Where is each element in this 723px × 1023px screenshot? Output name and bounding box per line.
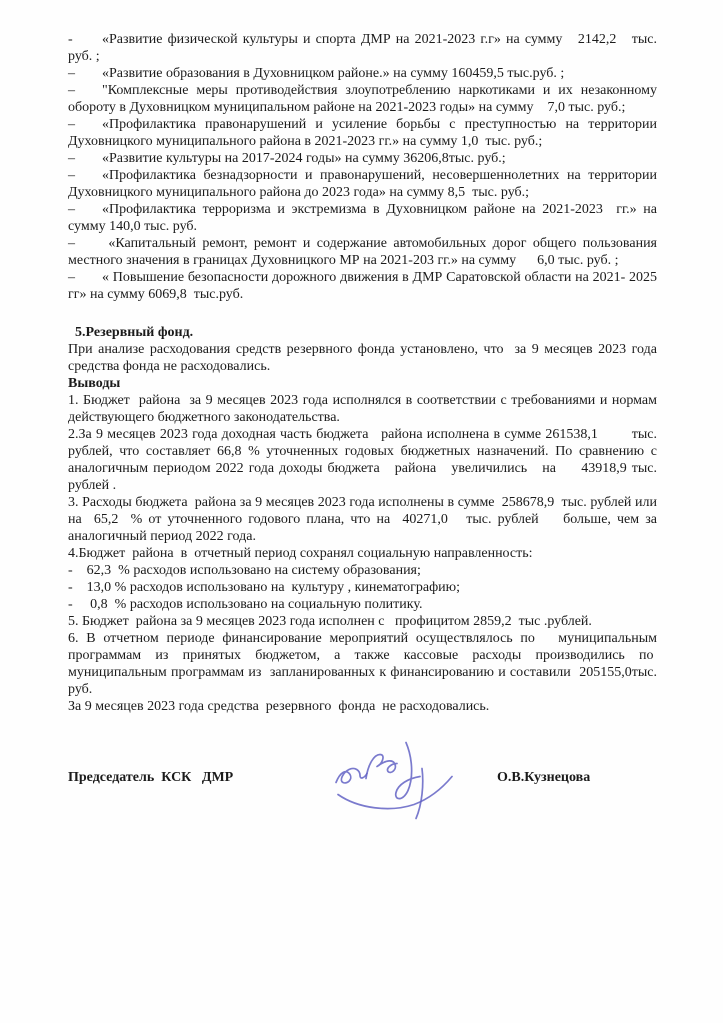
conclusion-paragraph-2: 2.За 9 месяцев 2023 года доходная часть бюджета района исполнена в сумме 261538,1 тыс. рублей, что составляет 66,8 % уточненных годовых бюджетных назначений. По сравнению с аналогичным периодом 2022 года доходы бюджета района увеличились на 43918,9 тыс. рублей . <box>68 427 657 493</box>
list-item <box>68 235 657 269</box>
signature-stroke <box>366 755 397 779</box>
program-list <box>68 31 657 303</box>
conclusion-paragraph-3: 3. Расходы бюджета района за 9 месяцев 2023 года исполнены в сумме 258678,9 тыс. рублей или на 65,2 % от уточненного годового плана, что на 40271,0 тыс. рублей больше, чем за аналогичный период 2022 года. <box>68 495 657 544</box>
list-marker: – <box>68 83 75 98</box>
signature-ink-icon <box>330 737 462 825</box>
spending-item: - 13,0 % расходов использовано на культуру , кинематографию; <box>68 580 461 595</box>
list-item <box>68 116 657 150</box>
conclusion-paragraph-7: За 9 месяцев 2023 года средства резервного фонда не расходовались. <box>68 699 490 714</box>
list-item-text: «Развитие культуры на 2017-2024 годы» на сумму 36206,8тыс. руб.; <box>102 151 506 166</box>
list-marker: – <box>68 117 75 132</box>
list-marker: – <box>68 270 75 285</box>
signature-stroke <box>396 743 420 799</box>
signature-block <box>68 763 657 853</box>
signer-title: Председатель КСК ДМР <box>68 770 234 785</box>
list-marker: – <box>68 168 75 183</box>
list-item <box>68 201 657 235</box>
list-item-text: « Повышение безопасности дорожного движения в ДМР Саратовской области на 2021- 2025 гг» на сумму 6069,8 тыс.руб. <box>68 270 657 302</box>
conclusions-heading: Выводы <box>68 376 121 391</box>
list-item <box>68 82 657 116</box>
reserve-fund-body: При анализе расходования средств резервного фонда установлено, что за 9 месяцев 2023 года средства фонда не расходовались. <box>68 342 657 374</box>
list-item <box>68 65 657 82</box>
list-marker: – <box>68 151 75 166</box>
list-marker: – <box>68 236 75 251</box>
list-item <box>68 31 657 65</box>
list-item-text: «Развитие образования в Духовницком районе.» на сумму 160459,5 тыс.руб. ; <box>102 66 565 81</box>
list-item <box>68 150 657 167</box>
list-item-text: «Профилактика терроризма и экстремизма в Духовницком районе на 2021-2023 гг.» на сумму 140,0 тыс. руб. <box>68 202 657 234</box>
list-item-text: «Капитальный ремонт, ремонт и содержание автомобильных дорог общего пользования местного значения в границах Духовницкого МР на 2021-203 гг.» на сумму 6,0 тыс. руб. ; <box>68 236 657 268</box>
list-marker: - <box>68 32 73 47</box>
conclusion-paragraph-4: 4.Бюджет района в отчетный период сохранял социальную направленность: <box>68 546 533 561</box>
conclusion-paragraph-5: 5. Бюджет района за 9 месяцев 2023 года исполнен с профицитом 2859,2 тыс .рублей. <box>68 614 592 629</box>
spending-item: - 62,3 % расходов использовано на систему образования; <box>68 563 421 578</box>
list-item <box>68 167 657 201</box>
list-item-text: «Профилактика безнадзорности и правонарушений, несовершеннолетних на территории Духовницкого муниципального района до 2023 года» на сумму 8,5 тыс. руб.; <box>68 168 657 200</box>
signer-name: О.В.Кузнецова <box>497 770 591 785</box>
conclusion-paragraph-6: 6. В отчетном периоде финансирование мероприятий осуществлялось по муниципальным программам из принятых бюджетом, а также кассовые расходы производились по муниципальным программам из запланированных к финансированию и составили 205155,0тыс. руб. <box>68 631 657 697</box>
signature-stroke <box>336 768 367 782</box>
list-marker: – <box>68 66 75 81</box>
list-item-text: "Комплексные меры противодействия злоупотреблению наркотиками и их незаконному обороту в Духовницком муниципальном районе на 2021-2023 годы» на сумму 7,0 тыс. руб.; <box>68 83 657 115</box>
spending-item: - 0,8 % расходов использовано на социальную политику. <box>68 597 423 612</box>
list-item-text: «Профилактика правонарушений и усиление борьбы с преступностью на территории Духовницкого муниципального района в 2021-2023 гг.» на сумму 1,0 тыс. руб.; <box>68 117 657 149</box>
signature-stroke <box>338 777 452 809</box>
list-item <box>68 269 657 303</box>
conclusion-paragraph-1: 1. Бюджет района за 9 месяцев 2023 года исполнялся в соответствии с требованиями и нормам действующего бюджетного законодательства. <box>68 393 657 425</box>
list-item-text: «Развитие физической культуры и спорта ДМР на 2021-2023 г.г» на сумму 2142,2 тыс. руб. ; <box>68 32 657 64</box>
list-marker: – <box>68 202 75 217</box>
reserve-fund-heading: 5.Резервный фонд. <box>75 325 194 340</box>
